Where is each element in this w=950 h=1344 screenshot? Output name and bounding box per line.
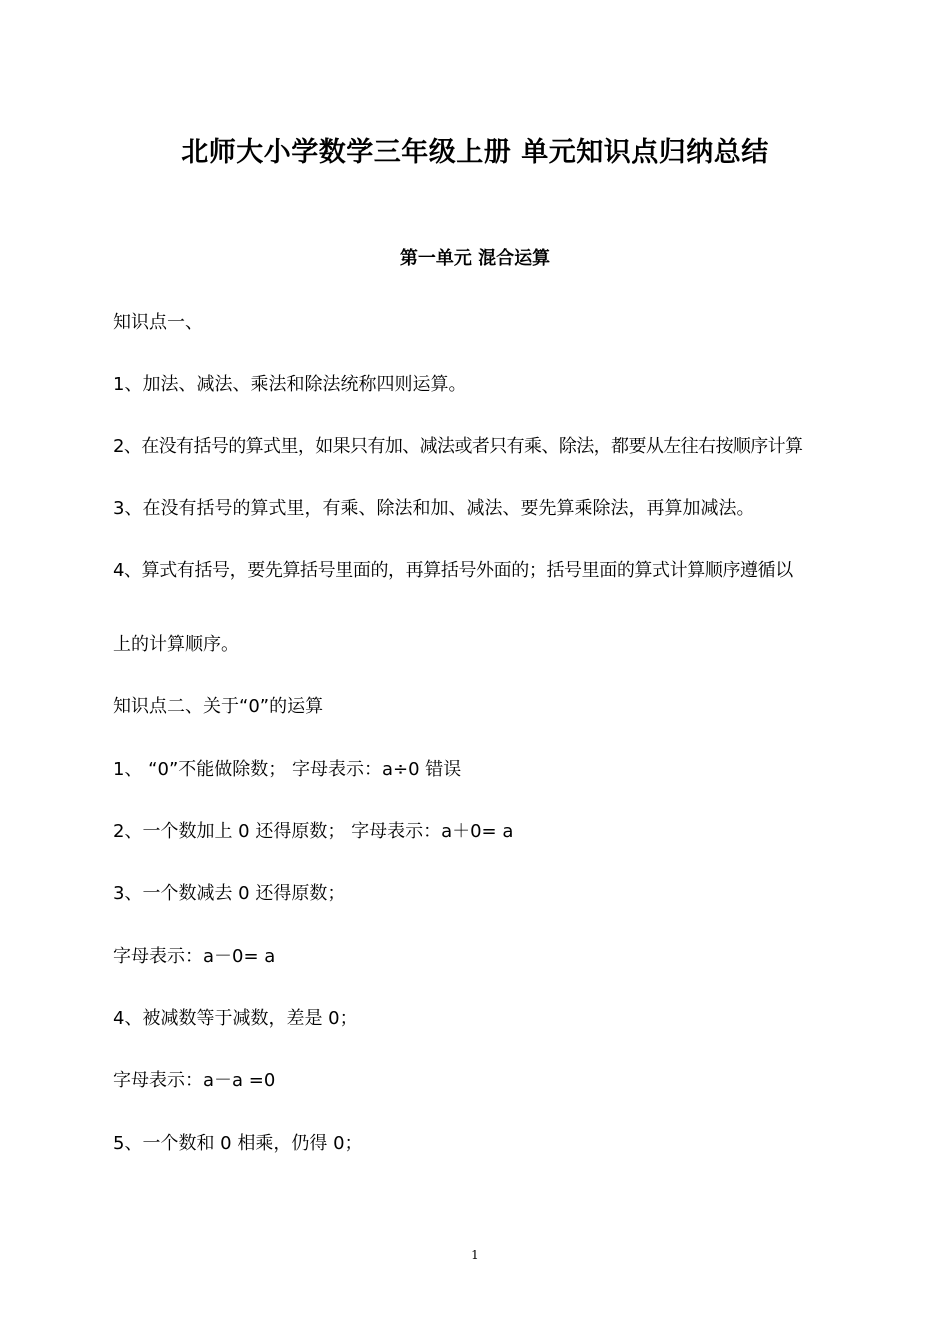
paragraph-line: 字母表示：a－0= a: [113, 946, 276, 967]
paragraph-line: 4、算式有括号，要先算括号里面的，再算括号外面的；括号里面的算式计算顺序遵循以: [113, 560, 793, 581]
unit-heading: 第一单元 混合运算: [399, 248, 551, 269]
paragraph-line: 2、一个数加上 0 还得原数； 字母表示：a＋0= a: [113, 821, 514, 842]
paragraph-line: 2、在没有括号的算式里，如果只有加、减法或者只有乘、除法，都要从左往右按顺序计算: [113, 436, 803, 457]
paragraph-line: 字母表示：a－a =0: [113, 1070, 276, 1091]
paragraph-line: 3、一个数减去 0 还得原数；: [113, 883, 346, 904]
knowledge-point-heading: 知识点二、关于“0”的运算: [113, 696, 324, 717]
paragraph-line: 1、加法、减法、乘法和除法统称四则运算。: [113, 374, 467, 395]
page-number: 1: [471, 1248, 479, 1262]
paragraph-line: 上的计算顺序。: [113, 634, 239, 655]
paragraph-line: 1、 “0”不能做除数； 字母表示：a÷0 错误: [113, 759, 462, 780]
paragraph-line: 5、一个数和 0 相乘，仍得 0；: [113, 1133, 363, 1154]
paragraph-line: 3、在没有括号的算式里，有乘、除法和加、减法、要先算乘除法，再算加减法。: [113, 498, 755, 519]
document-title: 北师大小学数学三年级上册 单元知识点归纳总结: [181, 137, 769, 168]
paragraph-line: 4、被减数等于减数，差是 0；: [113, 1008, 358, 1029]
knowledge-point-heading: 知识点一、: [113, 312, 203, 333]
